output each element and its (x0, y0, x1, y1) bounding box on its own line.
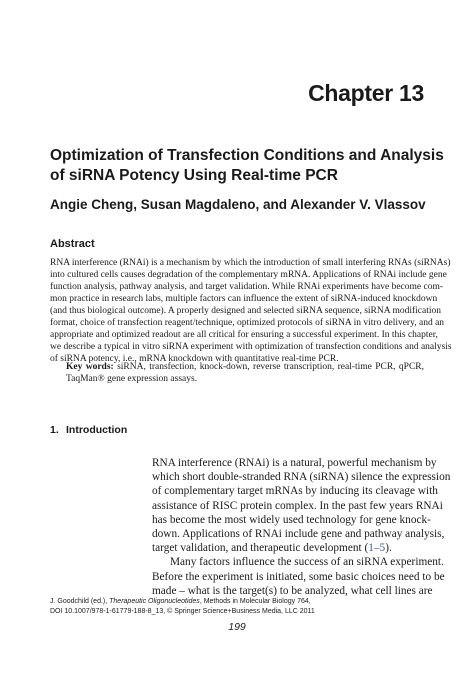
intro-line: Before the experiment is initiated, some basic choices need to be (152, 570, 445, 583)
section-heading (50, 424, 127, 436)
introduction-body (152, 456, 451, 598)
chapter-title-line-1: Optimization of Transfection Conditions and Analysis (50, 147, 444, 164)
intro-line: which short double-stranded RNA (siRNA) silence the expression (152, 471, 451, 484)
chapter-title (50, 146, 444, 186)
publication-footer (50, 597, 430, 617)
intro-line: RNA interference (RNAi) is a natural, powerful mechanism by (152, 457, 437, 469)
abstract-line: (and thus biological outcome). A properly designed and selected siRNA sequence, siRNA modification (50, 306, 442, 316)
footer-editor: J. Goodchild (ed.), (50, 598, 110, 605)
intro-line: Many factors influence the success of an siRNA experiment. (170, 556, 444, 569)
section-number: 1. (50, 424, 59, 436)
keywords-block (66, 361, 424, 385)
abstract-body (50, 257, 452, 365)
section-title: Introduction (66, 424, 128, 436)
abstract-heading: Abstract (50, 238, 95, 250)
intro-line: down. Applications of RNAi include gene and pathway analysis, (152, 528, 445, 541)
intro-text: target validation, and therapeutic development ( (152, 542, 369, 555)
abstract-line: appropriate and optimized readout are all critical for ensuring a successful experiment. In this chapter, (50, 330, 438, 340)
footer-doi: DOI 10.1007/978-1-61779-188-8_13, © Springer Science+Business Media, LLC 2011 (50, 608, 315, 615)
keywords-label: Key words: (66, 362, 114, 372)
intro-text: ). (385, 542, 392, 555)
keywords-list: siRNA, transfection, knock-down, reverse transcription, real-time PCR, qPCR, (117, 362, 425, 372)
abstract-line: format, choice of transfection reagent/technique, optimized protocols of siRNA in vitro delivery, and an (50, 318, 445, 328)
footer-series: , Methods in Molecular Biology 764, (199, 598, 311, 605)
keywords-line-1 (66, 361, 424, 373)
abstract-line: we describe a typical in vitro siRNA experiment with optimization of transfection conditions and analysis (50, 342, 452, 352)
footer-book-title: Therapeutic Oligonucleotides (109, 598, 200, 605)
author-list: Angie Cheng, Susan Magdaleno, and Alexander V. Vlassov (50, 197, 426, 212)
intro-line: assistance of RISC protein complex. In the past few years RNAi (152, 499, 443, 512)
abstract-line: of siRNA potency, i.e., mRNA knockdown with quantitative real-time PCR. (50, 354, 339, 364)
footer-citation (50, 597, 430, 607)
keywords-line-2: TaqMan® gene expression assays. (66, 374, 198, 384)
abstract-line: into cultured cells causes degradation of the complementary mRNA. Applications of RNAi include gene (50, 270, 447, 280)
abstract-line: RNA interference (RNAi) is a mechanism by which the introduction of small interfering RNAs (siRNAs) (50, 258, 451, 268)
intro-line: of complementary target mRNAs by inducing its cleavage with (152, 485, 438, 498)
intro-line: has become the most widely used technology for gene knock- (152, 513, 431, 526)
intro-line: made – what is the target(s) to be analyzed, what cell lines are (152, 584, 433, 597)
page-number: 199 (228, 621, 246, 633)
chapter-title-line-2: of siRNA Potency Using Real-time PCR (50, 167, 338, 184)
chapter-label: Chapter 13 (308, 80, 424, 106)
intro-line (152, 541, 425, 555)
abstract-line: mon practice in research labs, multiple factors can influence the extent of siRNA-induced knockdown (50, 294, 438, 304)
citation-link[interactable]: 1–5 (368, 542, 386, 555)
abstract-line: function analysis, pathway analysis, and target validation. While RNAi experiments have become com- (50, 282, 443, 292)
